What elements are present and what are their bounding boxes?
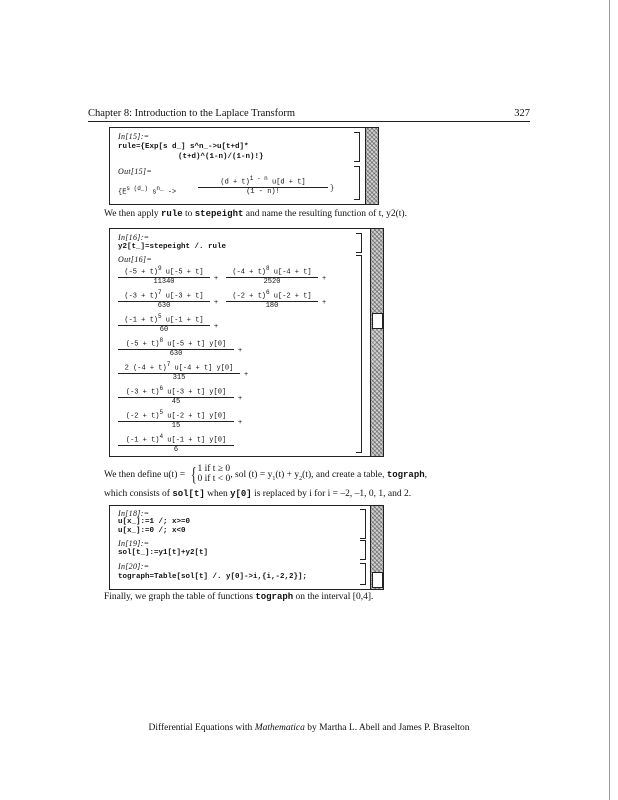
- term-tail: u[-1 + t] y[0]: [163, 436, 227, 445]
- plus-sign: +: [214, 299, 219, 307]
- input-code-16[interactable]: y2[t_]=stepeight /. rule: [118, 243, 227, 251]
- term-num: (-1 + t): [125, 436, 160, 445]
- term-exp: 5: [157, 313, 162, 320]
- plus-sign: +: [322, 299, 327, 307]
- output-15-arrow: ->: [167, 188, 177, 197]
- input-code-15-line1[interactable]: rule={Exp[s d_] s^n_->u[t+d]*: [118, 143, 249, 151]
- paragraph-define-u: [104, 464, 427, 490]
- text: which consists of: [104, 489, 173, 499]
- term-exp: 8: [265, 265, 270, 272]
- scrollbar[interactable]: [370, 229, 383, 456]
- cell-bracket[interactable]: [354, 166, 360, 200]
- running-header: [88, 108, 530, 122]
- book-title-italic: Mathematica: [254, 723, 305, 733]
- term-exp: 9: [157, 265, 162, 272]
- in-label-15: In[15]:=: [118, 132, 150, 141]
- term-den: 11340: [153, 278, 175, 287]
- code-rule: rule: [161, 209, 183, 219]
- term-num: (-5 + t): [125, 340, 160, 349]
- term-num: (-3 + t): [124, 292, 158, 301]
- term-1: [118, 265, 210, 286]
- scrollbar[interactable]: [365, 128, 378, 204]
- text: is replaced by i for i = –2, –1, 0, 1, and 2.: [251, 489, 412, 499]
- term-4: [226, 289, 318, 310]
- input-code-15-line2[interactable]: (t+d)^(1-n)/(1-n)!}: [178, 153, 264, 161]
- term-den: 2520: [263, 278, 281, 287]
- term-exp: 7: [157, 289, 162, 296]
- text: by Martha L. Abell and James P. Braselton: [304, 723, 470, 733]
- term-5: [118, 313, 210, 334]
- text: (t), and create a table,: [302, 470, 387, 480]
- term-9: [118, 409, 234, 430]
- page-edge-rule: [609, 0, 610, 800]
- plus-sign: +: [244, 371, 249, 379]
- scrollbar[interactable]: [370, 506, 383, 589]
- cell-bracket[interactable]: [356, 255, 362, 453]
- input-code-18-line2[interactable]: u[x_]:=0 /; x<0: [118, 527, 186, 535]
- term-tail: u[-4 + t]: [269, 268, 312, 277]
- case-1: 1 if t ≥ 0: [197, 464, 231, 474]
- plus-sign: +: [214, 275, 219, 283]
- input-code-18-line1[interactable]: u[x_]:=1 /; x>=0: [118, 518, 191, 526]
- subscript: 2: [299, 475, 303, 482]
- text: when: [204, 489, 231, 499]
- output-15-den: (1 - n)!: [246, 188, 280, 197]
- text: ,: [424, 470, 427, 480]
- term-tail: u[-3 + t]: [161, 292, 204, 301]
- term-3: [118, 289, 210, 310]
- term-tail: u[-2 + t]: [269, 292, 312, 301]
- plus-sign: +: [322, 275, 327, 283]
- output-15-brace-open: {E: [118, 188, 127, 197]
- term-den: 45: [171, 398, 181, 407]
- input-code-20[interactable]: tograph=Table[sol[t] /. y[0]->i,{i,-2,2}];: [118, 573, 308, 581]
- term-den: 60: [159, 326, 169, 335]
- input-code-19[interactable]: sol[t_]:=y1[t]+y2[t]: [118, 549, 209, 557]
- term-exp: 6: [265, 289, 270, 296]
- text: to: [182, 209, 195, 219]
- term-num: (-5 + t): [124, 268, 158, 277]
- output-15-exp: s (d_): [126, 185, 149, 192]
- in-label-19: In[19]:=: [118, 539, 150, 548]
- text: and name the resulting function of t, y2(t).: [243, 209, 407, 219]
- term-den: 180: [265, 302, 279, 311]
- code-tograph: tograph: [255, 592, 294, 602]
- in-label-16: In[16]:=: [118, 233, 150, 242]
- term-num: (-2 + t): [125, 412, 160, 421]
- term-tail: u[-5 + t]: [161, 268, 204, 277]
- subscript: 1: [272, 475, 276, 482]
- term-tail: u[-5 + t] y[0]: [163, 340, 227, 349]
- term-num: (-4 + t): [232, 268, 266, 277]
- text: (t) + y: [275, 470, 300, 480]
- plus-sign: +: [238, 347, 243, 355]
- term-7: [118, 361, 240, 382]
- output-15-lhs: [118, 185, 176, 196]
- piecewise-definition: [189, 464, 230, 484]
- term-tail: u[-3 + t] y[0]: [163, 388, 227, 397]
- term-exp: 4: [159, 433, 164, 440]
- cell-bracket[interactable]: [356, 233, 362, 253]
- page-number: 327: [514, 108, 530, 119]
- out-label-16: Out[16]=: [118, 255, 153, 264]
- plus-sign: +: [238, 419, 243, 427]
- cell-bracket[interactable]: [360, 540, 366, 560]
- term-num: 2 (-4 + t): [124, 364, 167, 373]
- code-tograph: tograph: [386, 470, 425, 480]
- code-y0: y[0]: [230, 489, 252, 499]
- term-8: [118, 385, 234, 406]
- term-exp: 6: [159, 385, 164, 392]
- notebook-cell-18-20[interactable]: [109, 505, 384, 590]
- term-den: 15: [171, 422, 181, 431]
- chapter-title: Chapter 8: Introduction to the Laplace Transform: [88, 108, 296, 119]
- running-footer: [0, 723, 618, 733]
- code-stepeight: stepeight: [194, 209, 244, 219]
- brace: {: [191, 464, 198, 486]
- term-tail: u[-4 + t] y[0]: [170, 364, 234, 373]
- output-15-fraction: [198, 175, 328, 196]
- text: Finally, we graph the table of functions: [104, 592, 256, 602]
- output-15-num-tail: u[d + t]: [272, 178, 306, 187]
- cell-bracket[interactable]: [354, 132, 360, 162]
- term-tail: u[-2 + t] y[0]: [163, 412, 227, 421]
- paragraph-define-u-line2: [104, 489, 411, 499]
- notebook-cell-15[interactable]: [109, 127, 379, 205]
- term-6: [118, 337, 234, 358]
- out-label-15: Out[15]=: [118, 167, 153, 176]
- paragraph-apply-rule: [104, 209, 407, 219]
- code-sol: sol[t]: [172, 489, 205, 499]
- text: Differential Equations with: [148, 723, 255, 733]
- term-den: 6: [173, 446, 179, 455]
- term-exp: 5: [159, 409, 164, 416]
- term-num: (-2 + t): [232, 292, 266, 301]
- term-den: 630: [169, 350, 183, 359]
- cell-bracket[interactable]: [360, 563, 366, 585]
- text: , sol (t) = y: [230, 470, 273, 480]
- term-10: [118, 433, 234, 454]
- notebook-cell-16[interactable]: [109, 228, 384, 457]
- text: We then define u(t) =: [104, 470, 186, 480]
- term-tail: u[-1 + t]: [161, 316, 204, 325]
- term-num: (-3 + t): [125, 388, 160, 397]
- term-den: 630: [157, 302, 171, 311]
- term-2: [226, 265, 318, 286]
- in-label-20: In[20]:=: [118, 562, 150, 571]
- cell-bracket[interactable]: [360, 509, 366, 539]
- text: on the interval [0,4].: [293, 592, 374, 602]
- scrollbar-thumb[interactable]: [372, 572, 383, 588]
- output-15-s: s: [152, 188, 157, 197]
- paragraph-graph: [104, 592, 373, 602]
- header-rule: [88, 121, 530, 122]
- output-15-num-exp: 1 - n: [249, 175, 268, 182]
- output-15-brace-close: }: [330, 185, 335, 193]
- scrollbar-thumb[interactable]: [372, 313, 383, 329]
- term-exp: 7: [166, 361, 171, 368]
- in-label-18: In[18]:=: [118, 509, 150, 518]
- plus-sign: +: [238, 395, 243, 403]
- case-2: 0 if t < 0: [197, 474, 231, 484]
- term-num: (-1 + t): [124, 316, 158, 325]
- text: We then apply: [104, 209, 162, 219]
- term-den: 315: [172, 374, 186, 383]
- output-15-num: (d + t): [220, 178, 250, 187]
- term-exp: 8: [159, 337, 164, 344]
- plus-sign: +: [214, 323, 219, 331]
- output-15-n: n_: [156, 185, 164, 192]
